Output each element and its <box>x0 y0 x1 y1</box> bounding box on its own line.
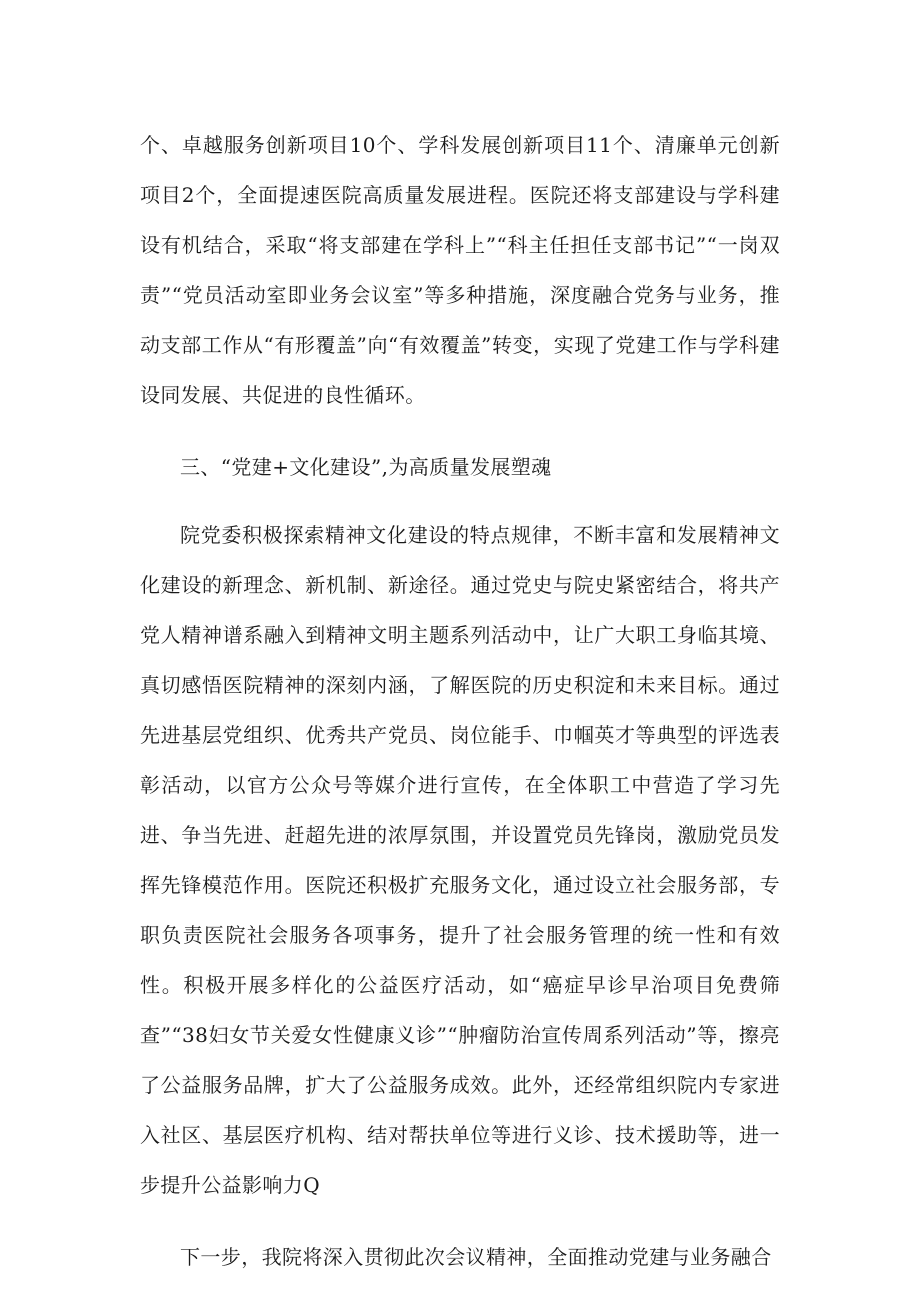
paragraph-spiritual-culture: 院党委积极探索精神文化建设的特点规律，不断丰富和发展精神文化建设的新理念、新机制、新途径。通过党史与院史紧密结合，将共产党人精神谱系融入到精神文明主题系列活动中，让广大职工身临其境、真切感悟医院精神的深刻内涵，了解医院的历史积淀和未来目标。通过先进基层党组织、优秀共产党员、岗位能手、巾帼英才等典型的评选表彰活动，以官方公众号等媒介进行宣传，在全体职工中营造了学习先进、争当先进、赶超先进的浓厚氛围，并设置党员先锋岗，激励党员发挥先锋模范作用。医院还积极扩充服务文化，通过设立社会服务部，专职负责医院社会服务各项事务，提升了社会服务管理的统一性和有效性。积极开展多样化的公益医疗活动，如“癌症早诊早治项目免费筛查”“38妇女节关爱女性健康义诊”“肿瘤防治宣传周系列活动”等，擦亮了公益服务品牌，扩大了公益服务成效。此外，还经常组织院内专家进入社区、基层医疗机构、结对帮扶单位等进行义诊、技术援助等，进一步提升公益影响力Q <box>140 523 780 1197</box>
document-body <box>140 120 780 1282</box>
section-heading-culture: 三、“党建+文化建设”,为高质量发展塑魂 <box>180 455 552 479</box>
paragraph-next-steps: 下一步，我院将深入贯彻此次会议精神，全面推动党建与业务融合 <box>180 1245 772 1269</box>
paragraph-discipline-integration: 个、卓越服务创新项目10个、学科发展创新项目11个、清廉单元创新项目2个，全面提速医院高质量发展进程。医院还将支部建设与学科建设有机结合，采取“将支部建在学科上”“科主任担任支部书记”“一岗双责”“党员活动室即业务会议室”等多种措施，深度融合党务与业务，推动支部工作从“有形覆盖”向“有效覆盖”转变，实现了党建工作与学科建设同发展、共促进的良性循环。 <box>140 133 780 407</box>
